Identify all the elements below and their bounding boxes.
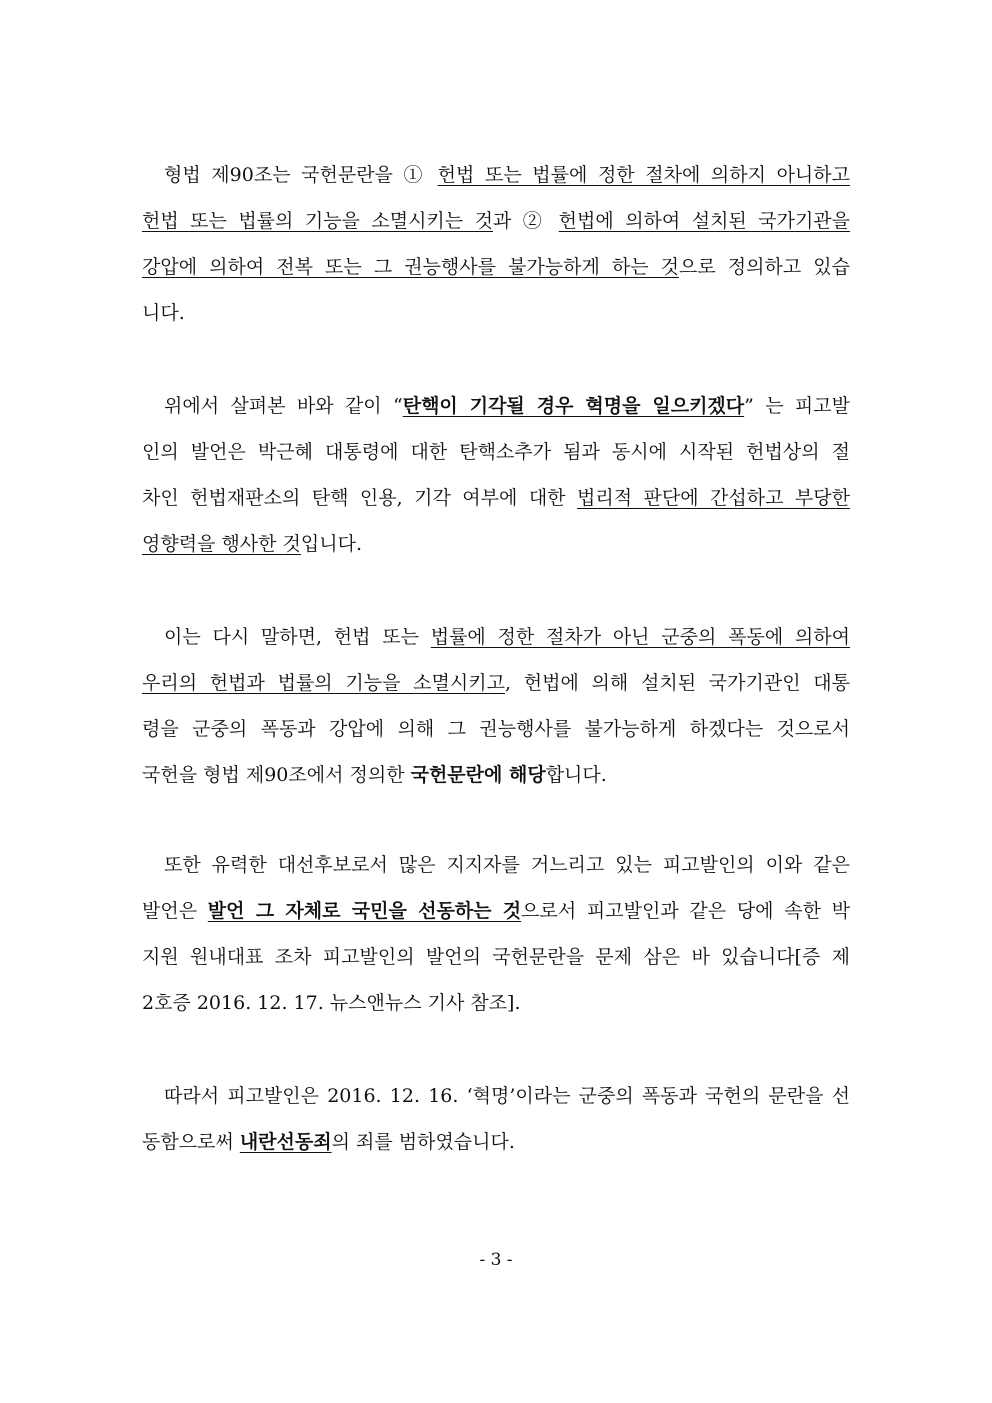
- paragraph-2: [142, 383, 850, 567]
- text-segment: 의 죄를 범하였습니다.: [331, 1131, 515, 1153]
- text-segment: 차인 헌법재판소의 탄핵 인용, 기각 여부에 대한: [142, 487, 577, 509]
- emphasized-text-segment: 헌법 또는 법률의 기능을 소멸시키는 것: [142, 210, 493, 232]
- text-line: [142, 706, 850, 752]
- text-segment: ” 는 피고발: [744, 395, 850, 417]
- emphasized-text-segment: 강압에 의하여 전복 또는 그 권능행사를 불가능하게 하는 것: [142, 256, 680, 278]
- paragraph-3: [142, 614, 850, 798]
- text-segment: 2호증 2016. 12. 17. 뉴스앤뉴스 기사 참조].: [142, 992, 521, 1014]
- text-line: [142, 614, 850, 660]
- text-line: [142, 429, 850, 475]
- text-segment: 형법 제90조는 국헌문란을 ①: [164, 164, 438, 186]
- text-line: [142, 1119, 850, 1165]
- text-line: [142, 1073, 850, 1119]
- text-segment: , 헌법에 의해 설치된 국가기관인 대통: [504, 672, 850, 694]
- text-segment: 령을 군중의 폭동과 강압에 의해 그 권능행사를 불가능하게 하겠다는 것으로서: [142, 718, 850, 740]
- emphasized-text-segment: 헌법에 의하여 설치된 국가기관을: [558, 210, 851, 232]
- emphasized-text-segment: 국헌문란에 해당: [410, 764, 546, 786]
- emphasized-text-segment: 법리적 판단에 간섭하고 부당한: [577, 487, 850, 509]
- page-number: - 3 -: [479, 1250, 513, 1270]
- text-line: [142, 752, 850, 798]
- text-line: [142, 198, 850, 244]
- emphasized-text-segment: 내란선동죄: [239, 1131, 332, 1153]
- text-line: [142, 888, 850, 934]
- text-segment: 국헌을 형법 제90조에서 정의한: [142, 764, 411, 786]
- text-segment: 입니다.: [300, 533, 363, 555]
- emphasized-text-segment: 탄핵이 기각될 경우 혁명을 일으키겠다: [402, 395, 745, 417]
- text-line: [142, 290, 850, 336]
- text-segment: 합니다.: [545, 764, 607, 786]
- emphasized-text-segment: 법률에 정한 절차가 아닌 군중의 폭동에 의하여: [430, 626, 850, 648]
- text-segment: 으로 정의하고 있습: [679, 256, 850, 278]
- text-line: [142, 842, 850, 888]
- text-segment: 따라서 피고발인은 2016. 12. 16. ‘혁명’이라는 군중의 폭동과 국헌의 문란을 선: [164, 1085, 850, 1107]
- text-segment: 니다.: [142, 302, 185, 324]
- text-segment: 발언은: [142, 900, 208, 922]
- text-segment: 위에서 살펴본 바와 같이 “: [164, 395, 403, 417]
- text-segment: 으로서 피고발인과 같은 당에 속한 박: [521, 900, 851, 922]
- emphasized-text-segment: 영향력을 행사한 것: [142, 533, 301, 555]
- emphasized-text-segment: 발언 그 자체로 국민을 선동하는 것: [207, 900, 522, 922]
- text-segment: 지원 원내대표 조차 피고발인의 발언의 국헌문란을 문제 삼은 바 있습니다[증 제: [142, 946, 850, 968]
- text-line: [142, 244, 850, 290]
- text-segment: 이는 다시 말하면, 헌법 또는: [164, 626, 431, 648]
- text-line: [142, 383, 850, 429]
- paragraph-1: [142, 152, 850, 336]
- text-line: [142, 934, 850, 980]
- text-line: [142, 980, 850, 1026]
- text-line: [142, 475, 850, 521]
- text-line: [142, 521, 850, 567]
- emphasized-text-segment: 헌법 또는 법률에 정한 절차에 의하지 아니하고: [437, 164, 850, 186]
- text-segment: 동함으로써: [142, 1131, 240, 1153]
- text-segment: 또한 유력한 대선후보로서 많은 지지자를 거느리고 있는 피고발인의 이와 같은: [164, 854, 850, 876]
- paragraph-5: [142, 1073, 850, 1165]
- emphasized-text-segment: 우리의 헌법과 법률의 기능을 소멸시키고: [142, 672, 505, 694]
- paragraph-4: [142, 842, 850, 1026]
- text-line: [142, 660, 850, 706]
- text-line: [142, 152, 850, 198]
- text-segment: 과 ②: [492, 210, 559, 232]
- text-segment: 인의 발언은 박근혜 대통령에 대한 탄핵소추가 됨과 동시에 시작된 헌법상의 절: [142, 441, 850, 463]
